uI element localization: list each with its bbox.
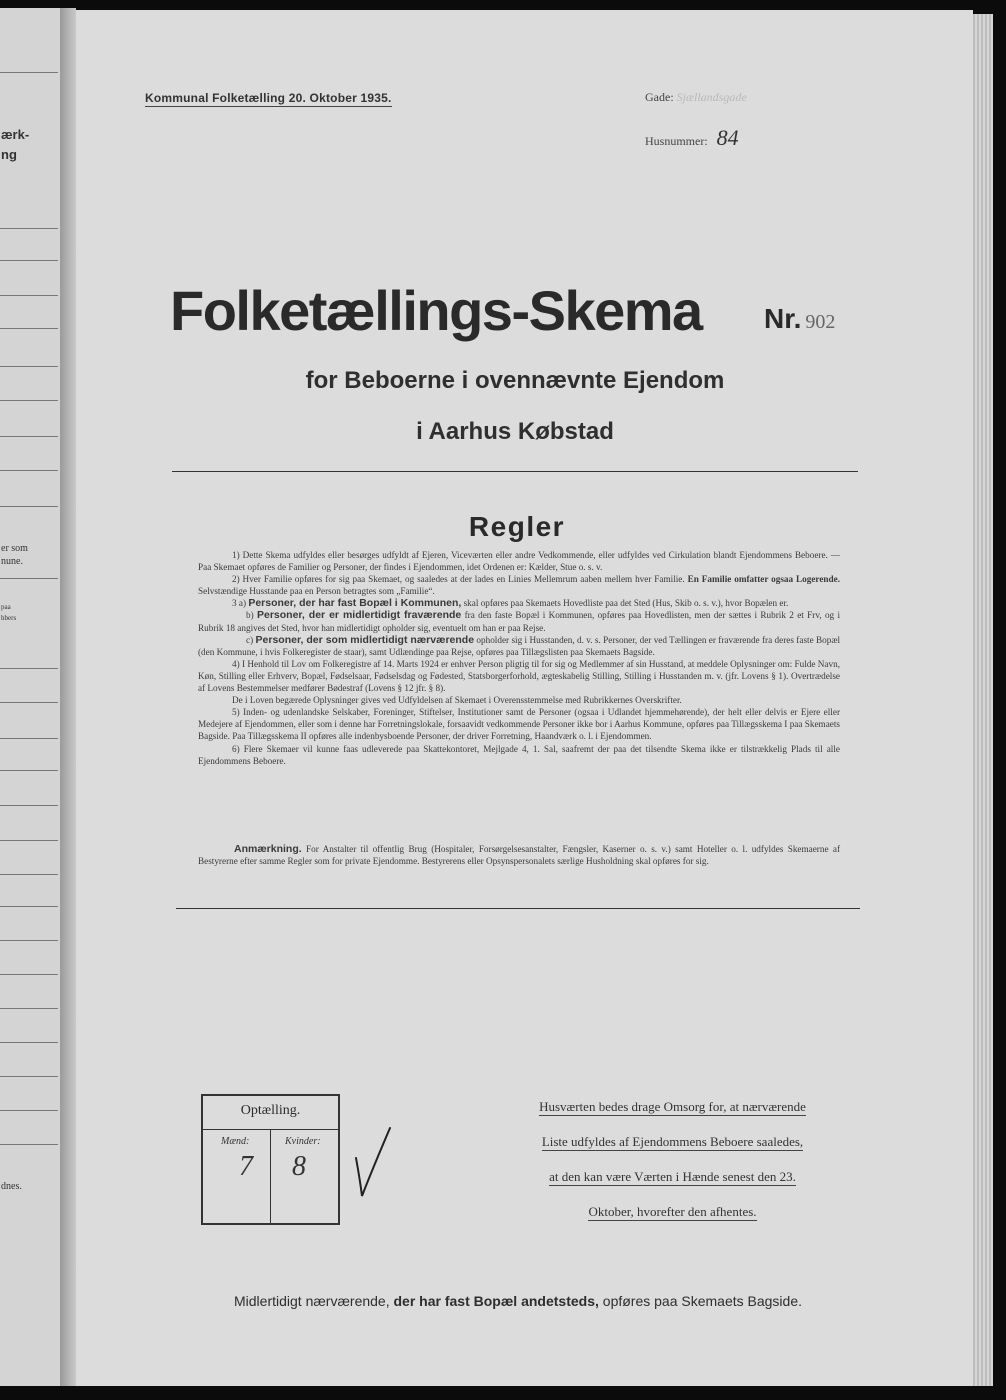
form-number-label: Nr. [764, 303, 802, 334]
men-count: 7 [239, 1151, 253, 1182]
divider [176, 908, 860, 909]
rules-heading: Regler [468, 511, 566, 542]
check-mark-icon [350, 1118, 400, 1218]
men-label: Mænd: [221, 1136, 250, 1147]
form-title: Folketællings-Skema [170, 279, 702, 342]
husnummer-label: Husnummer: [645, 134, 708, 148]
left-facing-page [0, 8, 61, 1386]
women-count: 8 [292, 1151, 306, 1182]
left-page-fragment: ng [1, 147, 17, 162]
landlord-notice-line-1: Husværten bedes drage Omsorg for, at nærværende [539, 1099, 806, 1114]
rule-4: 4) I Henhold til Lov om Folkeregistre af 14. Marts 1924 er enhver Person pligtig til for sig og Medlemmer af sin Husstand, at meddele Oplysninger om: Fulde Navn, Køn, Stilling eller Erhverv, Bopæl, Fødselsaar, Fødselsdag og Fødested, Statsborgerforhold, ægteskabelig Stilling, Stilling i Husstanden m. v. (jfr. Lovens § 1). Overtrædelse af Lovens Bestemmelser medfører Bødestraf (Lovens § 12 jfr. § 8). [198, 658, 840, 694]
husnummer-value: 84 [716, 125, 739, 150]
form-location: i Aarhus Købstad [416, 418, 614, 445]
gade-value: Sjællandsgade [676, 90, 747, 104]
rule-1: 1) Dette Skema udfyldes eller besørges udfyldt af Ejeren, Viceværten eller andre Vedkommende, eller udfyldes ved Cirkulation blandt Ejendommens Beboere. — Paa Skemaet opføres de Familier og Personer, der findes i Ejendommen, idet Ordenen er: Kælder, Stue o. s. v. [198, 550, 840, 573]
rule-6: 6) Flere Skemaer vil kunne faas udleverede paa Skattekontoret, Mejlgade 4, 1. Sal, saafremt der paa det tilsendte Skema ikke er tilstrækkelig Plads til alle Ejendommens Beboere. [198, 743, 840, 766]
divider [172, 471, 858, 472]
book-gutter [60, 8, 76, 1386]
landlord-notice-line-2: Liste udfyldes af Ejendommens Beboere saaledes, [541, 1134, 804, 1149]
left-page-fragment: hbers [1, 614, 17, 622]
husnummer-field [645, 125, 739, 151]
left-page-fragment: ærk- [1, 127, 30, 142]
rule-4-note: De i Loven begærede Oplysninger gives ved Udfyldelsen af Skemaet i Overensstemmelse med Rubrikkernes Overskrifter. [232, 695, 682, 706]
gade-label: Gade: [645, 90, 674, 104]
remark-heading: Anmærkning. [234, 843, 302, 855]
remark-text: For Anstalter til offentlig Brug (Hospitaler, Forsørgelsesanstalter, Fængsler, Kaserner o. s. v.) samt Hoteller o. l. udfyldes Skemaerne af Bestyrerne efter samme Regler som for private Ejendomme. Bestyrerens eller Opsynspersonalets særlige Husholdning skal opføres for sig. [198, 844, 841, 867]
form-number-value: 902 [805, 311, 836, 333]
left-page-fragment: paa [1, 603, 11, 611]
left-page-fragment: nune. [1, 556, 23, 567]
rule-3c: c) Personer, der som midlertidigt nærværende opholder sig i Husstanden, d. v. s. Personer, der ved Tællingen er fraværende fra deres faste Bopæl (den Kommune, i hvis Folkeregister de staar), samt Udlændinge paa Rejse, opføres paa Tillægslisten paa Skemaets Bagside. [198, 633, 841, 657]
page-edges [973, 14, 993, 1386]
form-subtitle: for Beboerne i ovennævnte Ejendom [305, 367, 725, 394]
women-label: Kvinder: [285, 1136, 321, 1147]
rules-text [198, 549, 840, 767]
census-header: Kommunal Folketælling 20. Oktober 1935. [145, 91, 392, 105]
rule-2: 2) Hver Familie opføres for sig paa Skemaet, og saaledes at der lades en Linies Mellemrum aaben mellem hver Familie. En Familie omfatter ogsaa Logerende. Selvstændige Husstande paa en Person betragtes som „Familie“. [198, 574, 840, 597]
rule-5: 5) Inden- og udenlandske Selskaber, Foreninger, Stiftelser, Institutioner samt de Personer (ogsaa i Udlandet hjemmehørende), der helt eller delvis er Ejere eller Medejere af Ejendommen, eller som i denne har Forretningslokale, forsaavidt vedkommende Personer ikke bor i Aarhus Kommune, opføres paa Tillægsskema I paa Skemaets Bagside. Paa Tillægsskema II opføres alle indenbysboende Personer, der driver Forretning, Haandværk o. l. i Ejendommen. [198, 707, 840, 742]
landlord-notice-line-3: at den kan være Værten i Hænde senest den 23. [549, 1169, 796, 1184]
left-page-fragment: er som [1, 543, 28, 554]
footer-note: Midlertidigt nærværende, der har fast Bopæl andetsteds, opføres paa Skemaets Bagside. [233, 1293, 803, 1309]
left-page-fragment: dnes. [1, 1181, 22, 1192]
landlord-notice-line-4: Oktober, hvorefter den afhentes. [588, 1204, 757, 1219]
count-box-title: Optælling. [240, 1103, 301, 1118]
gade-field [645, 90, 747, 105]
rule-3a: 3 a) Personer, der har fast Bopæl i Kommunen, skal opføres paa Skemaets Hovedliste paa det Sted (Hus, Skib o. s. v.), hvor Bopælen er. [232, 597, 789, 610]
rule-3b: b) Personer, der er midlertidigt fraværende fra den faste Bopæl i Kommunen, opføres paa Hovedlisten, men der sættes i Rubrik 2 et Frv, og i Rubrik 18 angives det Sted, hvor han midlertidigt opholder sig, eventuelt om han er paa Rejse. [198, 609, 841, 633]
form-number [764, 303, 835, 335]
count-box [201, 1094, 340, 1225]
remark [198, 843, 840, 867]
